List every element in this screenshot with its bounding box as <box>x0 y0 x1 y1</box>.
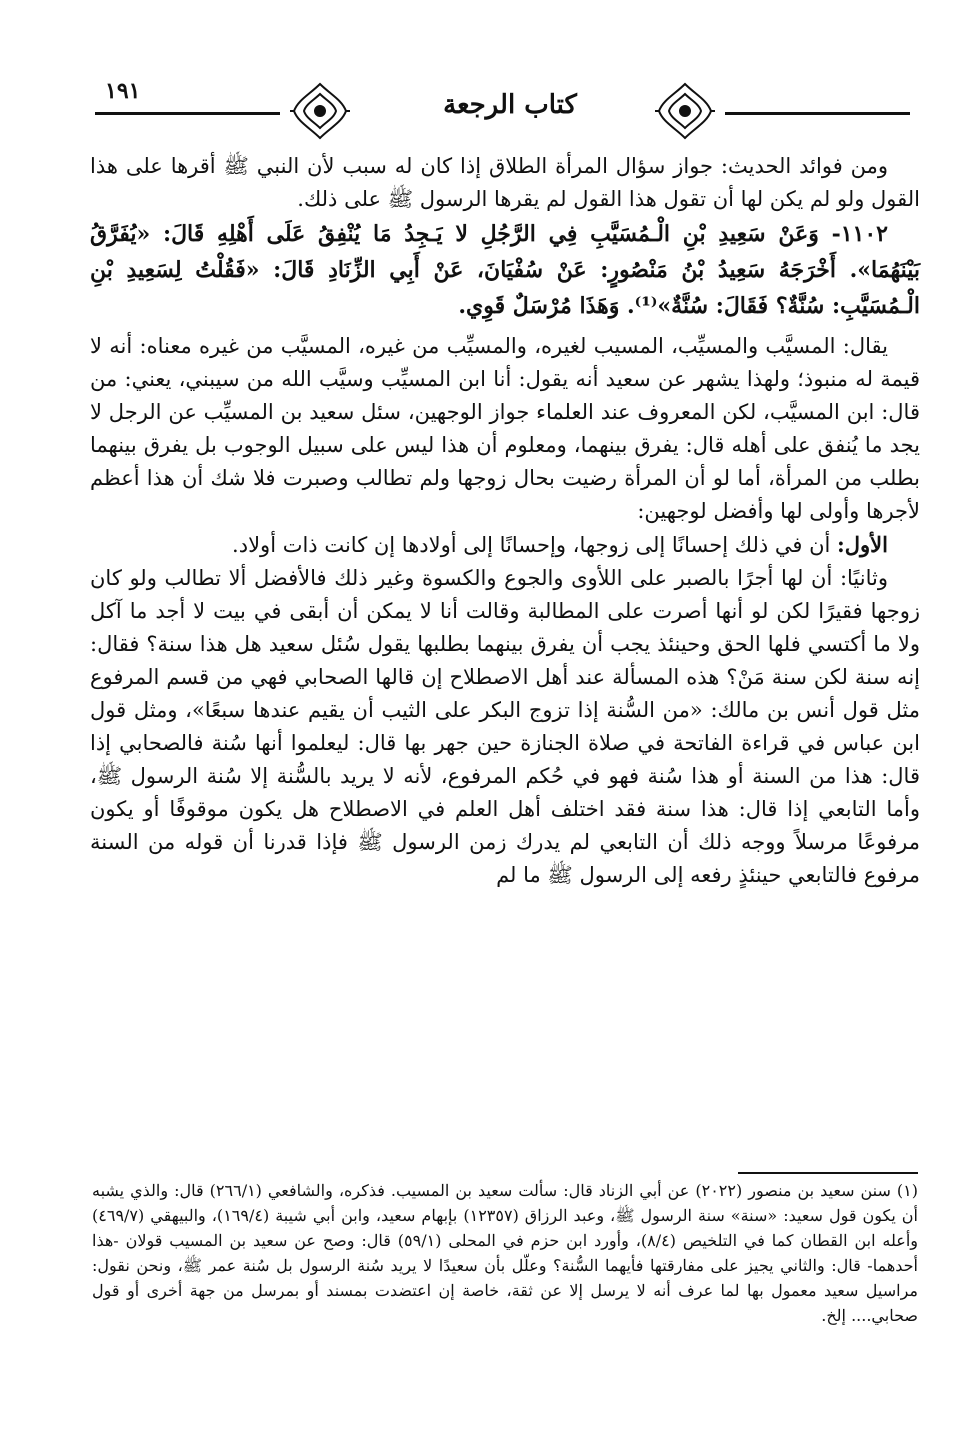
ornament-left-icon <box>290 80 350 142</box>
first-reason-text: أن في ذلك إحسانًا إلى زوجها، وإحسانًا إلى أولادها إن كانت ذات أولاد. <box>232 533 838 557</box>
page-header <box>95 70 910 150</box>
footnote-rule <box>738 1172 918 1174</box>
page-number: ١٩١ <box>105 78 141 104</box>
main-text <box>90 150 920 892</box>
ornament-right-icon <box>655 80 715 142</box>
hadith-1102: ١١٠٢- وَعَنْ سَعِيدِ بْنِ الْـمُسَيَّبِ فِي الرَّجُلِ لا يَـجِدُ مَا يُنْفِقُ عَلَى أَهْلِهِ قَالَ: «يُفَرَّقُ بَيْنَهُمَا». أَخْرَجَهُ سَعِيدُ بْنُ مَنْصُورٍ: عَنْ سُفْيَانَ، عَنْ أَبِي الزِّنَادِ قَالَ: «فَقُلْتُ لِسَعِيدِ بْنِ الْـمُسَيَّبِ: سُنَّةٌ؟ فَقَالَ: سُنَّةٌ»⁽¹⁾. وَهَذَا مُرْسَلٌ قَوِي. <box>90 221 920 319</box>
paragraph-first-reason <box>90 528 920 562</box>
footnote-1: (١) سنن سعيد بن منصور (٢٠٢٢) عن أبي الزناد قال: سألت سعيد بن المسيب. فذكره، والشافعي (٢٦٦/١) قال: والذي يشبه أن يكون قول سعيد: «سنة» سنة الرسول ﷺ، وعبد الرزاق (١٢٣٥٧) بإبهام سعيد، وابن أبي شيبة (١٦٩/٤)، والبيهقي (٤٦٩/٧) وأعله ابن القطان كما في التلخيص (٨/٤)، وأورد ابن حزم في المحلى (٥٩/١) قال: وصح عن سعيد بن المسيب قولان -هذا أحدهما- قال: والثاني يجيز على مفارقتها فأيهما السُّنة؟ وعلّل بأن سعيدًا لا يريد سُنة الرسول بل سُنة عمر ﷺ، ونحن نقول: مراسيل سعيد معمول بها لما عرف أنه لا يرسل إلا عن ثقة، خاصة إن اعتضدت بمسند أو بمرسل من جهة أخرى أو قول صحابي.... إلخ. <box>92 1181 918 1325</box>
book-title: كتاب الرجعة <box>443 90 577 120</box>
header-rule-right <box>725 112 910 115</box>
paragraph-benefits: ومن فوائد الحديث: جواز سؤال المرأة الطلاق إذا كان له سبب لأن النبي ﷺ أقرها على هذا القول ولو لم يكن لها أن تقول هذا القول لم يقرها الرسول ﷺ على ذلك. <box>90 154 920 211</box>
first-reason-label: الأول: <box>837 532 888 557</box>
header-rule-left <box>95 112 280 115</box>
paragraph-musayyab: يقال: المسيَّب والمسيِّب، المسيب لغيره، والمسيِّب من غيره، المسيَّب من غيره معناه: أنه لا قيمة له منبوذ؛ ولهذا يشهر عن سعيد أنه يقول: أنا ابن المسيِّب وسيَّب الله من سيبني، يعني: من قال: ابن المسيَّب، لكن المعروف عند العلماء جواز الوجهين، سئل سعيد بن المسيِّب عن الرجل لا يجد ما يُنفق على أهله قال: يفرق بينهما، ومعلوم أن هذا ليس على سبيل الوجوب بل يفرق بينهما بطلب من المرأة، أما لو أن المرأة رضيت بحال زوجها ولم تطالب وصبرت فلا شك أن هذا أعظم لأجرها وأولى لها وأفضل لوجهين: <box>90 334 920 523</box>
paragraph-second-reason: وثانيًا: أن لها أجرًا بالصبر على اللأوى والجوع والكسوة وغير ذلك فالأفضل ألا تطالب ولو كان زوجها فقيرًا لكن لو أنها أصرت على المطالبة وقالت أنا لا يمكن أن أبقى في بيت لا أجد ما آكل ولا ما أكتسي فلها الحق وحينئذ يجب أن يفرق بينهما بطلبها يقول سُئل سعيد هل هذا سنة؟ فقال: إنه سنة لكن سنة مَنْ؟ هذه المسألة عند أهل الاصطلاح إن قالها الصحابي فهي من قسم المرفوع مثل قول أنس بن مالك: «من السُّنة إذا تزوج البكر على الثيب أن يقيم عندها سبعًا»، ومثل قول ابن عباس في قراءة الفاتحة في صلاة الجنازة حين جهر بها قال: ليعلموا أنها سُنة فالصحابي إذا قال: هذا من السنة أو هذا سُنة فهو في حُكم المرفوع، لأنه لا يريد بالسُّنة إلا سُنة الرسول ﷺ، وأما التابعي إذا قال: هذا سنة فقد اختلف أهل العلم في الاصطلاح هل يكون موقوفًا أو يكون مرفوعًا مرسلاً ووجه ذلك أن التابعي لم يدرك زمن الرسول ﷺ فإذا قدرنا أن قوله من السنة مرفوع فالتابعي حينئذٍ رفعه إلى الرسول ﷺ ما لم <box>90 566 920 887</box>
footnotes <box>92 1178 918 1328</box>
